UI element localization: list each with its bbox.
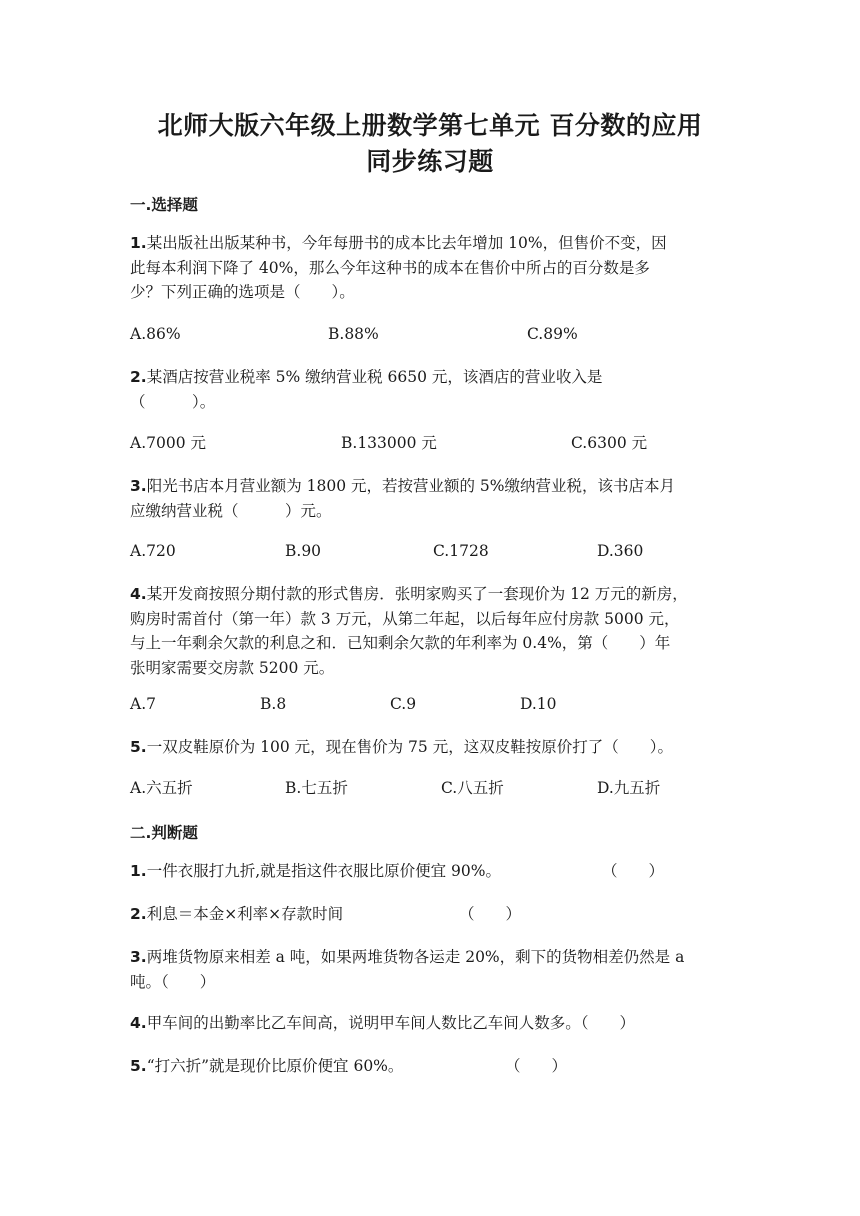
choice-question-1 — [130, 231, 730, 305]
choice-question-4 — [130, 582, 750, 680]
option-a[interactable]: A.六五折 — [130, 779, 193, 797]
answer-blank[interactable]: （ ） — [602, 862, 665, 880]
choice-question-3 — [130, 474, 730, 523]
question-line: 应缴纳营业税（ ）元。 — [130, 501, 332, 520]
question-line: （ ）。 — [130, 392, 216, 411]
options-row-5 — [130, 778, 730, 798]
question-number: 4. — [130, 585, 147, 603]
choice-question-2 — [130, 365, 730, 414]
judgement-item-2 — [130, 902, 740, 927]
options-row-2 — [130, 433, 730, 453]
question-text: 一件衣服打九折,就是指这件衣服比原价便宜 90%。 — [146, 862, 501, 880]
section-heading-choice: 一.选择题 — [130, 196, 198, 214]
option-d[interactable]: D.10 — [520, 695, 557, 713]
option-c[interactable]: C.9 — [390, 695, 417, 713]
option-b[interactable]: B.七五折 — [285, 779, 348, 797]
option-c[interactable]: C.6300 元 — [571, 434, 648, 452]
question-line: 少？下列正确的选项是（ ）。 — [130, 283, 355, 301]
answer-blank[interactable]: （ ） — [459, 905, 522, 923]
options-row-4 — [130, 694, 730, 714]
option-c[interactable]: C.八五折 — [441, 779, 504, 797]
question-text: “打六折”就是现价比原价便宜 60%。 — [146, 1057, 404, 1075]
judgement-item-4 — [130, 1011, 740, 1036]
question-text: 甲车间的出勤率比乙车间高，说明甲车间人数比乙车间人数多。（ ） — [146, 1014, 635, 1032]
section-heading-judgement: 二.判断题 — [130, 824, 198, 842]
question-text: 利息＝本金×利率×存款时间 — [146, 905, 344, 923]
judgement-item-3 — [130, 945, 740, 994]
option-a[interactable]: A.86% — [130, 325, 181, 343]
question-number: 4. — [130, 1014, 147, 1032]
option-b[interactable]: B.8 — [260, 695, 287, 713]
options-row-1 — [130, 324, 730, 344]
question-line — [130, 945, 740, 970]
option-b[interactable]: B.88% — [328, 325, 379, 343]
question-number: 5. — [130, 738, 147, 756]
question-line — [130, 231, 730, 256]
choice-question-5 — [130, 735, 730, 760]
judgement-item-5 — [130, 1054, 740, 1079]
page-title: 北师大版六年级上册数学第七单元 百分数的应用 — [157, 111, 703, 140]
question-number: 1. — [130, 234, 147, 252]
question-line: 购房时需首付（第一年）款 3 万元，从第二年起，以后每年应付房款 5000 元， — [130, 609, 680, 628]
option-c[interactable]: C.1728 — [433, 542, 489, 560]
judgement-item-1 — [130, 859, 740, 884]
question-line: 此每本利润下降了 40%，那么今年这种书的成本在售价中所占的百分数是多 — [130, 258, 650, 277]
question-line: 吨。（ ） — [130, 972, 216, 991]
question-text: 某开发商按照分期付款的形式售房．张明家购买了一套现价为 12 万元的新房， — [146, 585, 688, 603]
option-a[interactable]: A.7 — [130, 695, 156, 713]
question-text: 阳光书店本月营业额为 1800 元，若按营业额的 5%缴纳营业税，该书店本月 — [146, 477, 676, 495]
question-number: 2. — [130, 905, 147, 923]
question-number: 3. — [130, 948, 147, 966]
question-line — [130, 474, 730, 499]
question-text: 一双皮鞋原价为 100 元，现在售价为 75 元，这双皮鞋按原价打了（ ）。 — [146, 738, 673, 756]
option-c[interactable]: C.89% — [527, 325, 578, 343]
question-line — [130, 365, 730, 390]
question-number: 3. — [130, 477, 147, 495]
option-b[interactable]: B.133000 元 — [341, 434, 437, 452]
question-number: 5. — [130, 1057, 147, 1075]
page-subtitle: 同步练习题 — [366, 147, 494, 176]
question-text: 某酒店按营业税率 5% 缴纳营业税 6650 元，该酒店的营业收入是 — [146, 368, 603, 386]
option-d[interactable]: D.九五折 — [597, 779, 661, 797]
question-line — [130, 582, 750, 607]
option-b[interactable]: B.90 — [285, 542, 322, 560]
question-line: 与上一年剩余欠款的利息之和．已知剩余欠款的年利率为 0.4%，第（ ）年 — [130, 634, 671, 652]
option-a[interactable]: A.7000 元 — [130, 434, 206, 452]
option-d[interactable]: D.360 — [597, 542, 644, 560]
question-number: 2. — [130, 368, 147, 386]
question-line: 张明家需要交房款 5200 元。 — [130, 658, 335, 677]
option-a[interactable]: A.720 — [130, 542, 176, 560]
question-number: 1. — [130, 862, 147, 880]
options-row-3 — [130, 541, 730, 561]
question-text: 某出版社出版某种书，今年每册书的成本比去年增加 10%，但售价不变，因 — [146, 234, 667, 252]
answer-blank[interactable]: （ ） — [505, 1057, 568, 1075]
question-line — [130, 735, 730, 760]
question-text: 两堆货物原来相差 a 吨，如果两堆货物各运走 20%，剩下的货物相差仍然是 a — [146, 948, 685, 966]
